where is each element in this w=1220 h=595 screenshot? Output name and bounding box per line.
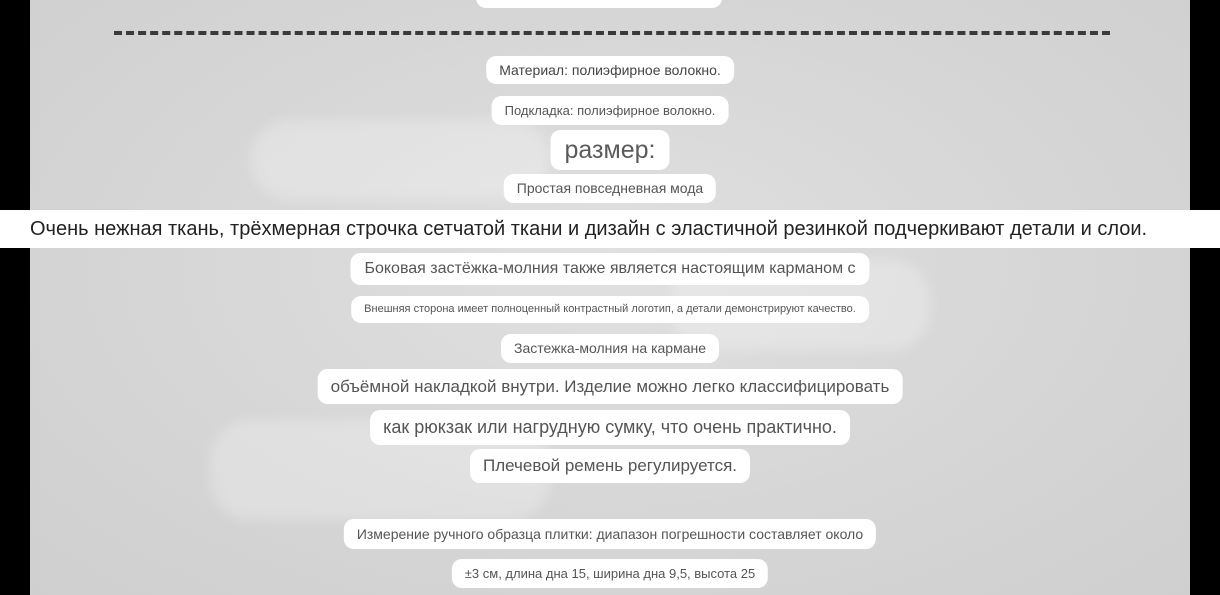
side-zip-text: Боковая застёжка-молния также является настоящим карманом с (350, 253, 869, 285)
measure-note: Измерение ручного образца плитки: диапазон погрешности составляет около (344, 519, 876, 549)
dimensions-text: ±3 см, длина дна 15, ширина дна 9,5, высота 25 (452, 559, 768, 588)
style-label: Простая повседневная мода (504, 174, 716, 203)
strap-text: Плечевой ремень регулируется. (470, 449, 750, 483)
size-heading: размер: (551, 130, 670, 170)
inner-patch-text: объёмной накладкой внутри. Изделие можно легко классифицировать (318, 369, 903, 404)
usage-text: как рюкзак или нагрудную сумку, что очень практично. (370, 410, 850, 445)
material-label: Материал: полиэфирное волокно. (486, 56, 734, 84)
lining-label: Подкладка: полиэфирное волокно. (492, 96, 729, 125)
fabric-description-strip (0, 210, 1220, 248)
dashed-divider (114, 31, 1110, 35)
pocket-zip-label: Застежка-молния на кармане (501, 334, 719, 363)
fabric-description: Очень нежная ткань, трёхмерная строчка сетчатой ткани и дизайн с эластичной резинкой подчеркивают детали и слои. (30, 218, 1148, 240)
outside-logo-text: Внешняя сторона имеет полноценный контрастный логотип, а детали демонстрируют качество. (351, 296, 869, 323)
top-cropped-label (476, 0, 722, 8)
